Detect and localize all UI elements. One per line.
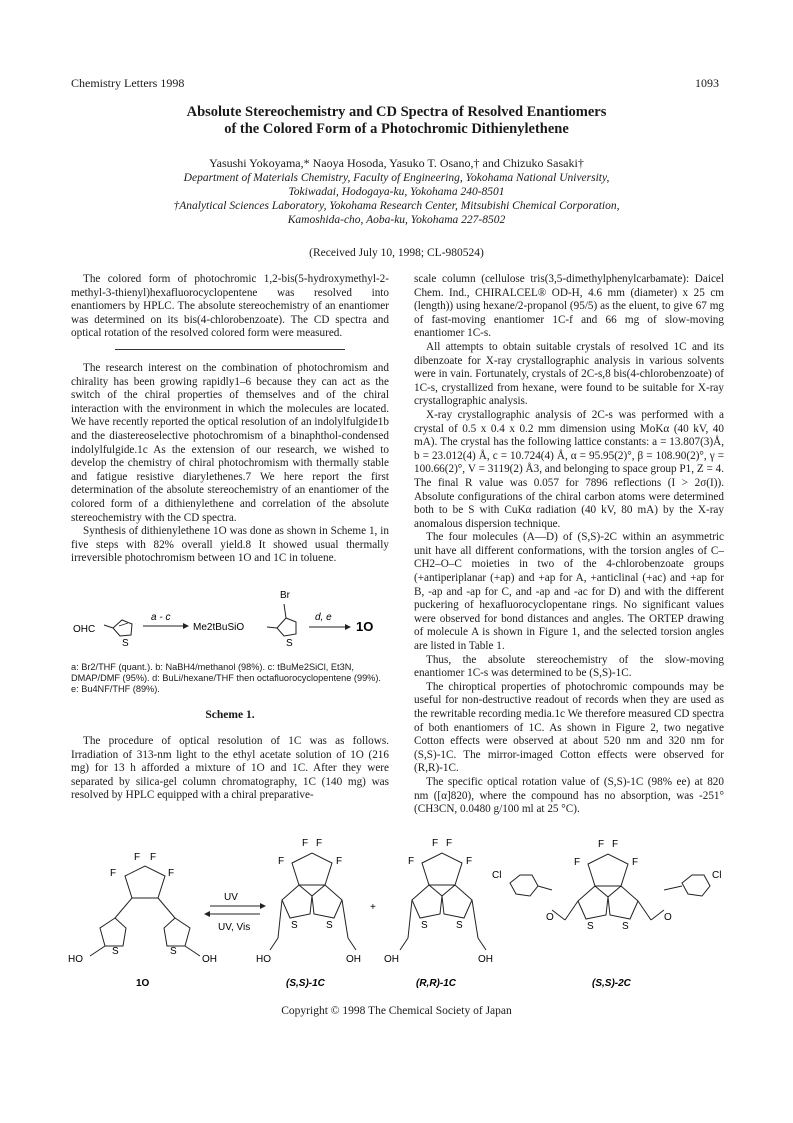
body-paragraph: The chiroptical properties of photochromic compounds may be useful for non-destructive readout of records when they are used as the rewritable recording media.1c We therefore measured CD spectra of both enantiomers of 1C. As shown in Figure 2, two negative Cotton effects were observed at about 520 nm and 320 nm for (S,S)-1C. The mirror-imaged Cotton effects were observed for (R,R)-1C.: [414, 680, 724, 775]
body-paragraph: Synthesis of dithienylethene 1O was done as shown in Scheme 1, in five steps with 82% overall yield.8 It showed usual thermally irreversible photochromism between 1O and 1C in toluene.: [71, 525, 389, 565]
hydroxy-label: OH: [346, 954, 361, 965]
scheme-caption: Scheme 1.: [205, 709, 255, 722]
fluorine-label: F: [168, 868, 175, 879]
copyright-notice: Copyright © 1998 The Chemical Society of Japan: [281, 1005, 512, 1017]
uv-vis-label: UV, Vis: [218, 922, 251, 933]
scheme-1-diagram: [71, 580, 389, 656]
compound-ss-2c-label: (S,S)-2C: [592, 978, 631, 988]
received-date: (Received July 10, 1998; CL-980524): [309, 247, 484, 259]
affiliation-line: Tokiwadai, Hodogaya-ku, Yokohama 240-8501: [288, 186, 505, 198]
affiliation-line: Kamoshida-cho, Aoba-ku, Yokohama 227-8502: [287, 214, 506, 226]
sulfur-label: S: [122, 637, 129, 649]
plus-sign: +: [370, 902, 376, 913]
fluorine-label: F: [612, 839, 619, 850]
bromine-label: Br: [280, 589, 290, 601]
affiliation-line: †Analytical Sciences Laboratory, Yokohama Research Center, Mitsubishi Chemical Corporation,: [173, 200, 620, 212]
ohc-label: OHC: [73, 623, 96, 635]
title-line-2: of the Colored Form of a Photochromic Dithienylethene: [224, 121, 569, 137]
fluorine-label: F: [446, 838, 453, 849]
sulfur-label: S: [286, 637, 293, 649]
product-label: 1O: [356, 618, 374, 634]
fluorine-label: F: [466, 856, 473, 867]
fluorine-label: F: [598, 839, 605, 850]
hydroxy-label: OH: [384, 954, 399, 965]
body-paragraph: scale column (cellulose tris(3,5-dimethylphenylcarbamate): Daicel Chem. Ind., CHIRALCEL® OD-H, 4.6 mm (diameter) x 25 cm (length)) using hexane/2-propanol (95/5) as the eluent, to give 67 mg of fast-moving enantiomer 1C-f and 66 mg of slow-moving enantiomer 1C-s.: [414, 273, 724, 340]
affiliation-line: Department of Materials Chemistry, Faculty of Engineering, Yokohama National University,: [183, 172, 610, 184]
sulfur-label: S: [587, 921, 594, 932]
fluorine-label: F: [408, 856, 415, 867]
left-column: [71, 273, 389, 803]
fluorine-label: F: [278, 856, 285, 867]
abstract-divider: [115, 349, 345, 350]
fluorine-label: F: [632, 857, 639, 868]
body-paragraph: The procedure of optical resolution of 1C was as follows. Irradiation of 313-nm light to the ethyl acetate solution of 1O (216 mg) for 13 h afforded a mixture of 1O and 1C. After they were separated by silica-gel column chromatography, 1C (140 mg) was resolved by HPLC equipped with a chiral preparative-: [71, 735, 389, 802]
right-column: [414, 273, 724, 817]
sulfur-label: S: [291, 920, 298, 931]
hydroxy-label: OH: [478, 954, 493, 965]
scheme-footnote: a: Br2/THF (quant.). b: NaBH4/methanol (98%). c: tBuMe2SiCl, Et3N, DMAP/DMF (95%). d: BuLi/hexane/THF then octafluorocyclopentene (99%). e: Bu4NF/THF (89%).: [71, 662, 381, 695]
oxygen-label: O: [664, 912, 672, 923]
body-paragraph: The research interest on the combination of photochromism and chirality has been growing rapidly1–6 because they can act as the switch of the chiral properties of themselves and of the chiral interaction with the environment in which the molecules are located. We have recently reported the optical resolution of an indolylfulgide1b and the diastereoselective photochromism of a binaphthol-condensed indolylfulgide.1c As the extension of our research, we wished to develop the chemistry of chiral photochromism with thermally stable and fatigue resistive diarylethenes.7 We here report the first determination of the absolute stereochemistry of an enantiomer of the colored form of a dithienylethene and correlation of the absolute stereochemistry with the CD spectra.: [71, 361, 389, 524]
sulfur-label: S: [170, 946, 177, 957]
fluorine-label: F: [336, 856, 343, 867]
journal-name: Chemistry Letters 1998: [71, 76, 185, 90]
hydroxy-label: HO: [68, 954, 83, 965]
body-paragraph: All attempts to obtain suitable crystals of resolved 1C and its dibenzoate for X-ray crystallographic analysis in various solvents were in vain. Fortunately, crystals of 2C-s,8 bis(4-chlorobenzoate) of 1C-s, crystallized from hexane, were found to be suitable for X-ray crystallographic analysis.: [414, 340, 724, 408]
intermediate-label: Me2tBuSiO: [193, 621, 245, 633]
sulfur-label: S: [112, 946, 119, 957]
sulfur-label: S: [622, 921, 629, 932]
photochromism-structures: [60, 828, 740, 988]
body-paragraph: X-ray crystallographic analysis of 2C-s was performed with a crystal of 0.5 x 0.4 x 0.2 mm dimension using MoKα (40 kV, 40 mA). The crystal has the following lattice constants: a = 13.807(3)Å, b = 23.012(4) Å, c = 10.724(4) Å, α = 95.95(2)°, β = 108.90(2)°, γ = 100.66(2)°, V = 3119(2) Å3, and belonging to space group P1, Z = 4. The final R value was 0.057 for 7896 reflections (I > 2σ(I)). Absolute configurations of the chiral carbon atoms were determined both to be S with CuKα radiation (40 kV, 80 mA) by the X-ray anomalous dispersion technique.: [414, 408, 724, 530]
fluorine-label: F: [432, 838, 439, 849]
title-line-1: Absolute Stereochemistry and CD Spectra of Resolved Enantiomers: [186, 104, 607, 120]
step-2-label: d, e: [315, 611, 332, 623]
affiliations: [0, 171, 793, 227]
fluorine-label: F: [302, 838, 309, 849]
hydroxy-label: OH: [202, 954, 217, 965]
fluorine-label: F: [574, 857, 581, 868]
compound-ss-1c-label: (S,S)-1C: [286, 978, 325, 988]
article-title: [0, 104, 793, 138]
body-paragraph: Thus, the absolute stereochemistry of the slow-moving enantiomer 1C-s was determined to be (S,S)-1C.: [414, 653, 724, 680]
fluorine-label: F: [110, 868, 117, 879]
sulfur-label: S: [326, 920, 333, 931]
author-list: Yasushi Yokoyama,* Naoya Hosoda, Yasuko T. Osano,† and Chizuko Sasaki†: [209, 156, 584, 170]
step-1-label: a - c: [151, 611, 171, 623]
fluorine-label: F: [150, 852, 157, 863]
compound-1o-label: 1O: [136, 978, 150, 988]
compound-rr-1c-label: (R,R)-1C: [416, 978, 456, 988]
hydroxy-label: HO: [256, 954, 271, 965]
page-number: 1093: [695, 76, 719, 90]
fluorine-label: F: [316, 838, 323, 849]
oxygen-label: O: [546, 912, 554, 923]
chlorine-label: Cl: [712, 870, 722, 881]
uv-label: UV: [224, 892, 238, 903]
fluorine-label: F: [134, 852, 141, 863]
body-paragraph: The four molecules (A—D) of (S,S)-2C within an asymmetric unit have all different conformations, with the torsion angles of C–CH2–O–C moieties in two of the 4-chlorobenzoate groups (+antiperiplanar (+ap) and +ap for A, +anticlinal (+ac) and +ap for B, -ap and -ap for C, and -ap and -ac for D) and with the different puckering of hexafluorocyclopentane rings. No significant values were observed for bond distances and angles. The ORTEP drawing of molecule A is shown in Figure 1, and the selected torsion angles are listed in Table 1.: [414, 531, 724, 653]
chlorine-label: Cl: [492, 870, 502, 881]
abstract: The colored form of photochromic 1,2-bis(5-hydroxymethyl-2-methyl-3-thienyl)hexafluorocyclopentene was resolved into enantiomers by HPLC. The absolute stereochemistry of an enantiomer was determined on its bis(4-chlorobenzoate). The CD spectra and optical rotation of the resolved colored form were measured.: [71, 273, 389, 340]
body-paragraph: The specific optical rotation value of (S,S)-1C (98% ee) at 820 nm ([α]820), where the compound has no absorption, was -251°(CH3CN, 0.0480 g/100 ml at 25 °C).: [414, 775, 724, 816]
sulfur-label: S: [421, 920, 428, 931]
sulfur-label: S: [456, 920, 463, 931]
